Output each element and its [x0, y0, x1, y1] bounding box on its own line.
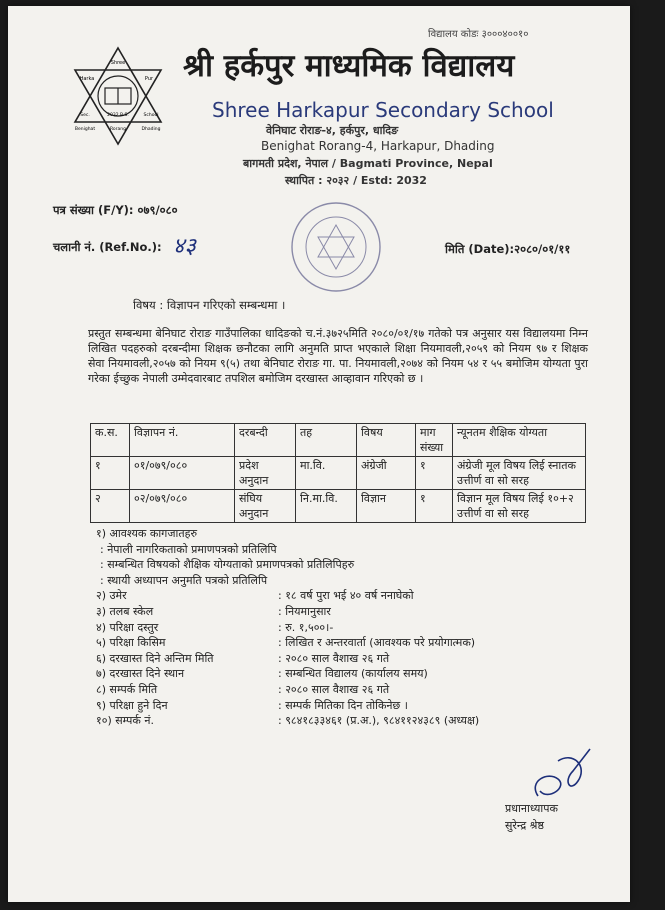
table-cell: मा.वि.	[296, 457, 357, 490]
document-item: : स्थायी अध्यापन अनुमति पत्रको प्रतिलिपि	[100, 573, 268, 587]
logo-text: Dhading	[141, 127, 161, 132]
detail-value: : सम्पर्क मितिका दिन तोकिनेछ ।	[278, 698, 408, 712]
established-line: स्थापित : २०३२ / Estd: 2032	[285, 174, 427, 187]
school-name-nepali: श्री हर्कपुर माध्यमिक विद्यालय	[183, 48, 515, 84]
detail-value: : लिखित र अन्तरवार्ता (आवश्यक परे प्रयोगात्मक)	[278, 636, 476, 650]
letter-date: मिति (Date):२०८०/०१/११	[445, 242, 571, 256]
school-code: विद्यालय कोडः ३०००४००१०	[428, 29, 529, 40]
details-list	[96, 526, 576, 729]
detail-label: १०) सम्पर्क नं.	[96, 714, 154, 728]
logo-text: Shree	[110, 60, 126, 66]
detail-label: ६) दरखास्त दिने अन्तिम मिति	[96, 651, 214, 665]
table-cell: १	[91, 457, 130, 490]
reference-number-handwritten: ४३	[173, 234, 196, 259]
column-header: विषय	[357, 424, 416, 457]
detail-label: २) उमेर	[96, 589, 127, 603]
school-logo	[63, 46, 173, 146]
logo-text: Rorang	[110, 127, 126, 132]
column-header: न्यूनतम शैक्षिक योग्यता	[453, 424, 586, 457]
list-item	[96, 666, 576, 682]
list-item	[96, 557, 576, 573]
signatory-name: सुरेन्द्र श्रेष्ठ	[505, 819, 544, 832]
column-header: विज्ञापन नं.	[130, 424, 235, 457]
detail-label: ७) दरखास्त दिने स्थान	[96, 667, 185, 681]
detail-label: ५) परिक्षा किसिम	[96, 636, 166, 650]
vacancy-table	[90, 423, 586, 523]
subject-line: विषय : विज्ञापन गरिएको सम्बन्धमा ।	[133, 298, 286, 312]
list-item	[96, 698, 576, 714]
list-item	[96, 542, 576, 558]
detail-label: ३) तलब स्केल	[96, 604, 154, 618]
list-item	[96, 604, 576, 620]
detail-label: ८) सम्पर्क मिति	[96, 682, 158, 696]
list-item	[96, 526, 576, 542]
documents-heading: १) आवश्यक कागजातहरु	[96, 527, 198, 540]
document-item: : नेपाली नागरिकताको प्रमाणपत्रको प्रतिलिपि	[100, 542, 277, 556]
list-item	[96, 713, 576, 729]
table-cell: ०१/०७९/०८०	[130, 457, 235, 490]
list-item	[96, 682, 576, 698]
address-english: Benighat Rorang-4, Harkapur, Dhading	[261, 139, 495, 153]
detail-value: : ९८४१८३३४६१ (प्र.अ.), ९८४११२४३८९ (अध्यक्ष)	[278, 714, 480, 728]
column-header: क.स.	[91, 424, 130, 457]
document-item: : सम्बन्धित विषयको शैक्षिक योग्यताको प्रमाणपत्रको प्रतिलिपिहरु	[100, 558, 355, 572]
signatory-title: प्रधानाध्यापक	[505, 802, 558, 815]
logo-text: Sec.	[80, 113, 90, 118]
logo-text: Harka	[79, 76, 95, 82]
letter-page	[8, 6, 630, 902]
detail-label: ४) परिक्षा दस्तुर	[96, 620, 159, 634]
school-name-english: Shree Harkapur Secondary School	[212, 98, 554, 122]
list-item	[96, 573, 576, 589]
body-paragraph: प्रस्तुत सम्बन्धमा बेनिघाट रोराङ गाउँपालिका धादिङको च.नं.३७२५मिति २०८०/०१/१७ गतेको पत्र अनुसार यस विद्यालयमा निम्न लिखित पदहरुको दरबन्दीमा शिक्षक छनौटका लागि अनुमति प्राप्त भएकाले शिक्षा नियमावली,२०५९ को नियम ९७ र शिक्षक सेवा नियमावली,२०५७ को नियम ९(५) तथा बेनिघाट रोराङ गा. पा. नियमावली,२०७४ को नियम ५४ र ५५ बमोजिम योग्यता पुरा गरेका ईच्छुक नेपाली उम्मेदवारबाट तपशिल बमोजिम दरखास्त आव्हावान गरिएको छ ।	[88, 327, 588, 385]
table-cell: २	[91, 490, 130, 523]
detail-value: : नियमानुसार	[278, 604, 331, 618]
table-cell: नि.मा.वि.	[296, 490, 357, 523]
address-nepali: वेनिघाट रोराङ-४, हर्कपुर, धादिङ	[266, 124, 399, 137]
detail-label: ९) परिक्षा हुने दिन	[96, 698, 168, 712]
detail-value: : २०८० साल वैशाख २६ गते	[278, 682, 390, 696]
detail-value: : रु. १,५००।-	[278, 620, 334, 634]
table-cell: अंग्रेजी मूल विषय लिई स्नातक उत्तीर्ण वा सो सरह	[453, 457, 586, 490]
letter-number: पत्र संख्या (F/Y): ०७९/०८०	[53, 203, 178, 217]
column-header: माग संख्या	[416, 424, 453, 457]
table-cell: प्रदेश अनुदान	[235, 457, 296, 490]
table-header-row	[91, 424, 586, 457]
table-cell: संघिय अनुदान	[235, 490, 296, 523]
table-cell: १	[416, 490, 453, 523]
table-cell: ०२/०७९/०८०	[130, 490, 235, 523]
table-cell: विज्ञान मूल विषय लिई १०+२ उत्तीर्ण वा सो सरह	[453, 490, 586, 523]
logo-text: School	[143, 113, 159, 118]
province-line: बागमती प्रदेश, नेपाल / Bagmati Province, Nepal	[243, 157, 493, 170]
table-cell: १	[416, 457, 453, 490]
official-seal	[288, 199, 384, 295]
list-item	[96, 620, 576, 636]
logo-text: Pur	[144, 76, 154, 82]
table-row	[91, 457, 586, 490]
logo-text: Benighat	[74, 127, 96, 132]
detail-value: : १८ वर्ष पुरा भई ४० वर्ष ननाघेको	[278, 589, 414, 603]
list-item	[96, 635, 576, 651]
logo-text: 2032 B.S.	[107, 113, 129, 118]
column-header: तह	[296, 424, 357, 457]
table-row	[91, 490, 586, 523]
table-cell: अंग्रेजी	[357, 457, 416, 490]
list-item	[96, 588, 576, 604]
detail-value: : सम्बन्धित विद्यालय (कार्यालय समय)	[278, 667, 428, 681]
reference-label: चलानी नं. (Ref.No.):	[53, 240, 162, 254]
table-cell: विज्ञान	[357, 490, 416, 523]
list-item	[96, 651, 576, 667]
column-header: दरबन्दी	[235, 424, 296, 457]
detail-value: : २०८० साल वैशाख २६ गते	[278, 651, 390, 665]
